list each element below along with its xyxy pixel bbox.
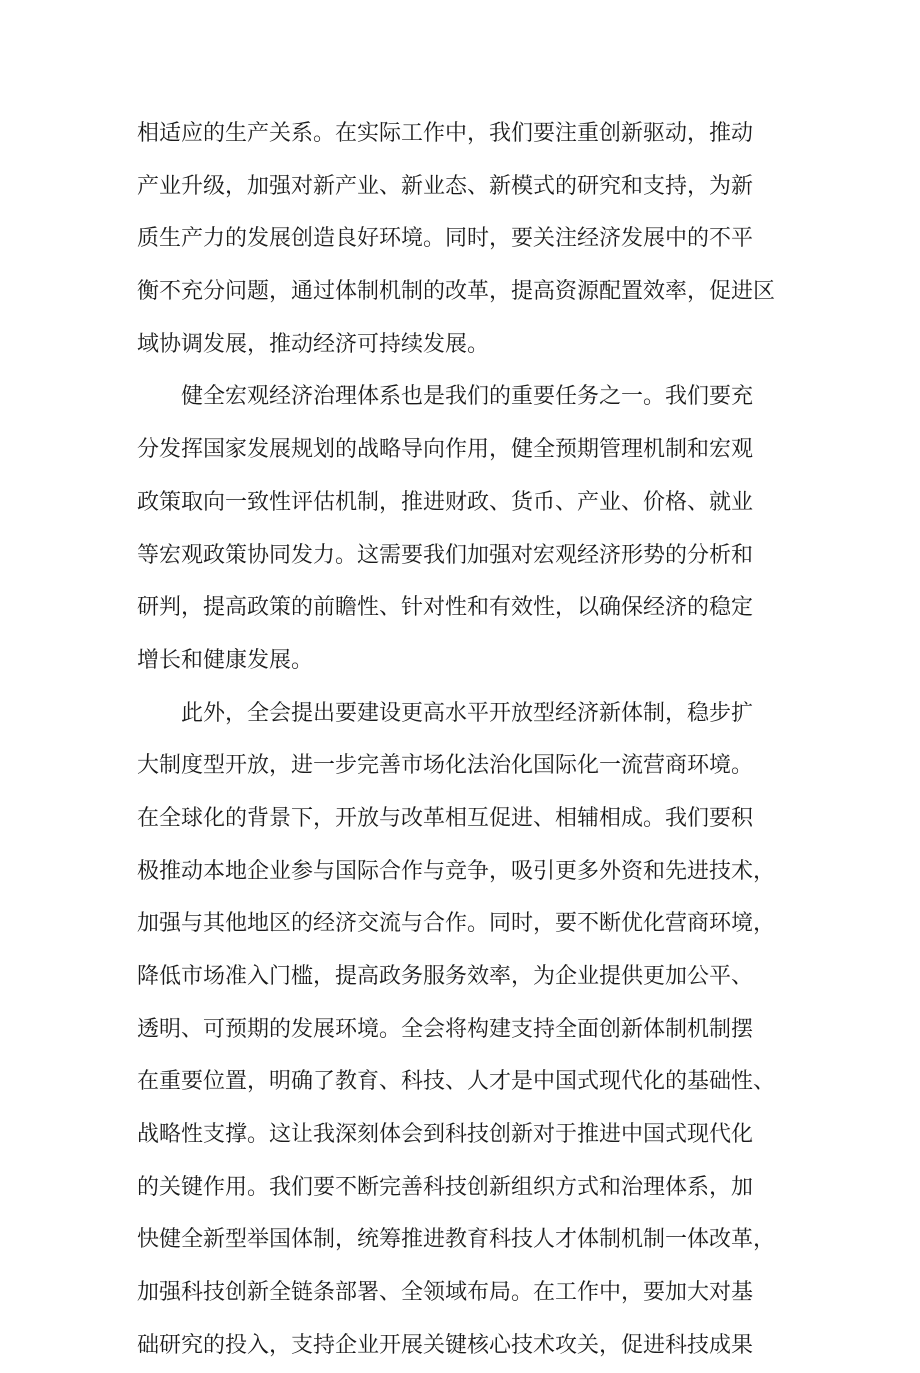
text-line-2: 产业升级，加强对新产业、新业态、新模式的研究和支持，为新 — [137, 173, 754, 199]
text-line-8: 政策取向一致性评估机制，推进财政、货币、产业、价格、就业 — [137, 489, 754, 515]
text-line-22: 快健全新型举国体制，统筹推进教育科技人才体制机制一体改革， — [137, 1227, 776, 1253]
text-line-7: 分发挥国家发展规划的战略导向作用，健全预期管理机制和宏观 — [137, 437, 754, 463]
text-line-6: 健全宏观经济治理体系也是我们的重要任务之一。我们要充 — [137, 384, 754, 410]
text-line-21: 的关键作用。我们要不断完善科技创新组织方式和治理体系，加 — [137, 1174, 754, 1200]
text-line-17: 降低市场准入门槛，提高政务服务效率，为企业提供更加公平、 — [137, 964, 754, 989]
text-line-5: 域协调发展，推动经济可持续发展。 — [137, 331, 490, 357]
text-line-23: 加强科技创新全链条部署、全领域布局。在工作中，要加大对基 — [137, 1280, 754, 1306]
text-line-20: 战略性支撑。这让我深刻体会到科技创新对于推进中国式现代化 — [137, 1122, 754, 1148]
text-line-24: 础研究的投入，支持企业开展关键核心技术攻关，促进科技成果 — [137, 1332, 754, 1358]
text-line-1: 相适应的生产关系。在实际工作中，我们要注重创新驱动，推动 — [137, 121, 754, 146]
text-line-3: 质生产力的发展创造良好环境。同时，要关注经济发展中的不平 — [137, 226, 754, 252]
text-line-12: 此外，全会提出要建设更高水平开放型经济新体制，稳步扩 — [137, 700, 754, 726]
body-text — [137, 108, 797, 1373]
text-line-10: 研判，提高政策的前瞻性、针对性和有效性，以确保经济的稳定 — [137, 595, 754, 621]
text-line-11: 增长和健康发展。 — [137, 647, 314, 673]
text-line-19: 在重要位置，明确了教育、科技、人才是中国式现代化的基础性、 — [137, 1069, 776, 1095]
text-line-14: 在全球化的背景下，开放与改革相互促进、相辅相成。我们要积 — [137, 805, 754, 831]
text-line-18: 透明、可预期的发展环境。全会将构建支持全面创新体制机制摆 — [137, 1016, 754, 1042]
text-line-16: 加强与其他地区的经济交流与合作。同时，要不断优化营商环境， — [137, 911, 776, 937]
text-line-13: 大制度型开放，进一步完善市场化法治化国际化一流营商环境。 — [137, 753, 754, 779]
text-line-15: 极推动本地企业参与国际合作与竞争，吸引更多外资和先进技术， — [137, 858, 776, 884]
text-line-9: 等宏观政策协同发力。这需要我们加强对宏观经济形势的分析和 — [137, 542, 754, 568]
text-line-4: 衡不充分问题，通过体制机制的改革，提高资源配置效率，促进区 — [137, 279, 776, 305]
